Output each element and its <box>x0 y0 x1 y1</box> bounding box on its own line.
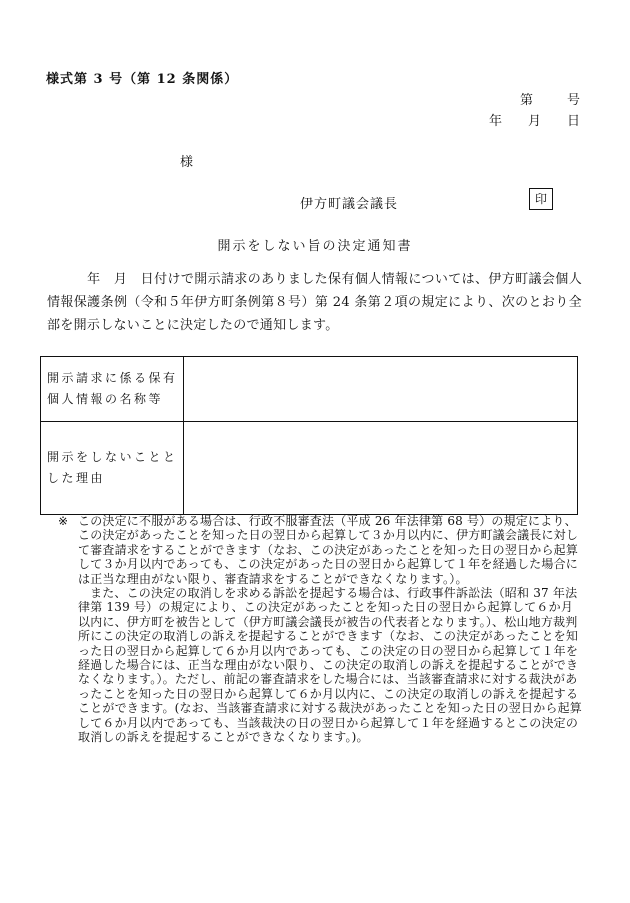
issuer-name: 伊方町議会議長 <box>300 197 399 212</box>
note-mark: ※ <box>58 514 69 528</box>
row-label-info-name: 開示請求に係る保有個人情報の名称等 <box>41 357 184 422</box>
recipient-honorific: 様 <box>180 155 194 170</box>
info-table <box>40 356 578 515</box>
date-year: 年 <box>489 114 503 129</box>
row-value-reason <box>184 422 578 515</box>
number-prefix: 第 <box>520 93 534 108</box>
date-day: 日 <box>567 114 581 129</box>
notice-section <box>58 514 583 745</box>
note-paragraph-lawsuit: また、この決定の取消しを求める訴訟を提起する場合は、行政事件訴訟法（昭和 37 年法律第 139 号）の規定により、この決定があったことを知った日の翌日から起算して６か月以内に、伊方町を被告として（伊方町議会議長が被告の代表者となります。）、松山地方裁判所にこの決定の取消しの訴えを提起することができます（なお、この決定があったことを知った日の翌日から起算して６か月以内であっても、この決定の日の翌日から起算して１年を経過した場合には、正当な理由がない限り、この決定の取消しの訴えを提起することができなくなります。）。ただし、前記の審査請求をした場合には、当該審査請求に対する裁決があったことを知った日の翌日から起算して６か月以内に、この決定の取消しの訴えを提起することができます。(なお、当該審査請求に対する裁決があったことを知った日の翌日から起算して６か月以内であっても、当該裁決の日の翌日から起算して１年を経過するとこの決定の取消しの訴えを提起することができなくなります。)。 <box>78 586 583 745</box>
body-text: 年 月 日付けで開示請求のありました保有個人情報については、伊方町議会個人情報保護条例（令和５年伊方町条例第８号）第 24 条第２項の規定により、次のとおり全部を開示しないことに決定したので通知します。 <box>47 272 582 333</box>
number-suffix: 号 <box>567 93 581 108</box>
form-number-label: 様式第 3 号（第 12 条関係） <box>46 72 239 87</box>
table-row <box>41 357 578 422</box>
document-number <box>520 89 580 108</box>
body-paragraph <box>47 268 582 337</box>
document-title: 開示をしない旨の決定通知書 <box>217 239 413 254</box>
date-month: 月 <box>528 114 542 129</box>
row-value-info-name <box>184 357 578 422</box>
note-paragraph-appeal: この決定に不服がある場合は、行政不服審査法（平成 26 年法律第 68 号）の規定により、この決定があったことを知った日の翌日から起算して３か月以内に、伊方町議会議長に対して審査請求をすることができます（なお、この決定があったことを知った日の翌日から起算して３か月以内であっても、この決定があった日の翌日から起算して１年を経過した場合には正当な理由がない限り、審査請求をすることができなくなります。）。 <box>78 514 579 586</box>
document-date <box>489 110 580 129</box>
table-row <box>41 422 578 515</box>
seal-box: 印 <box>529 188 553 210</box>
row-label-reason: 開示をしないこととした理由 <box>41 422 184 515</box>
